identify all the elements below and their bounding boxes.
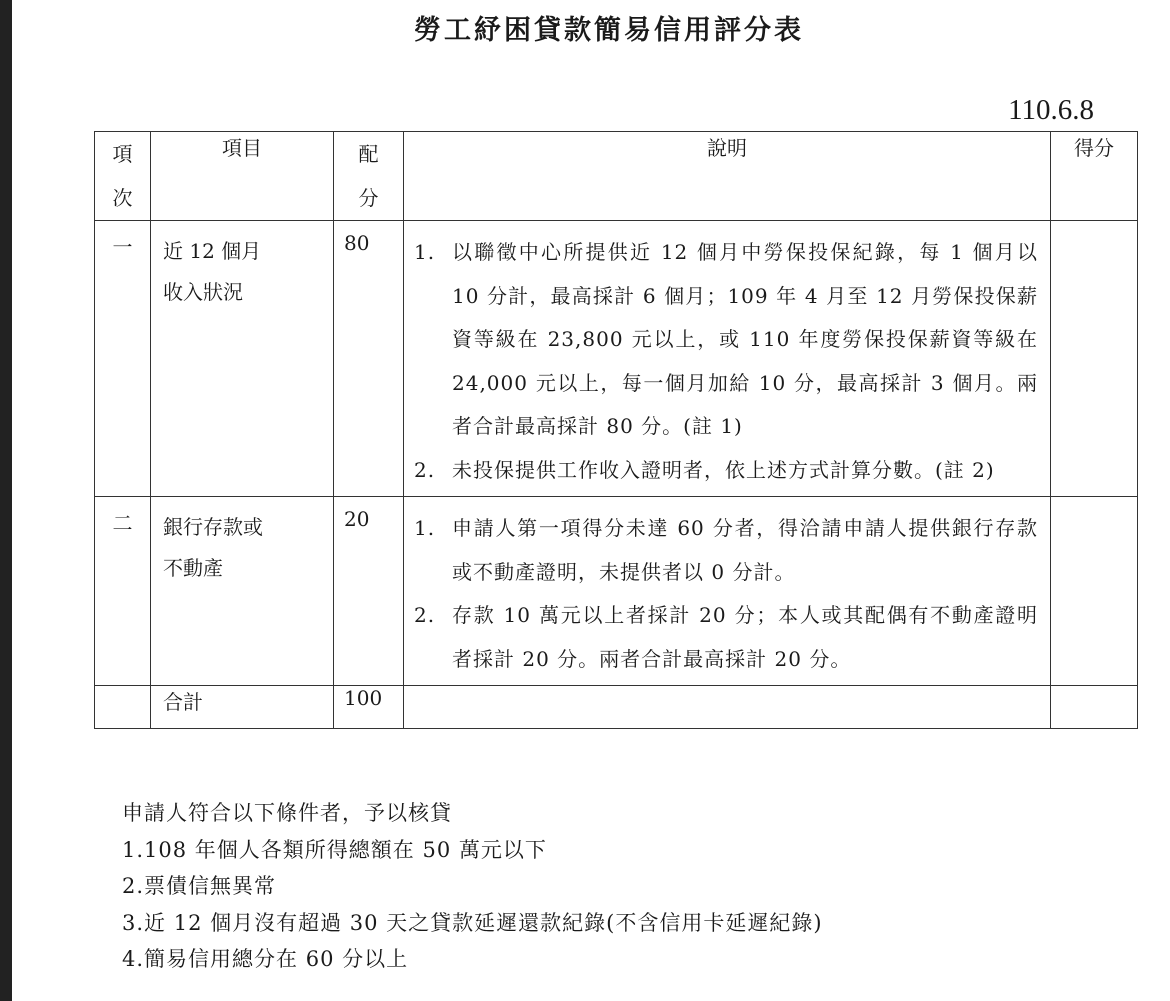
row-score: 80 [334,221,404,497]
total-desc-cell [404,686,1051,729]
document-title: 勞工紓困貸款簡易信用評分表 [414,15,804,46]
conditions-notes [122,795,823,978]
header-row [95,132,1138,221]
total-result-cell [1051,686,1138,729]
header-score: 配分 [334,132,404,221]
list-item: 1. 申請人第一項得分未達 60 分者，得洽請申請人提供銀行存款或不動產證明，未提供者以 0 分計。 [414,516,1038,584]
left-edge-strip [0,0,12,1001]
total-label: 合計 [151,686,334,729]
table-row [95,497,1138,686]
note-item: 4.簡易信用總分在 60 分以上 [122,947,409,971]
row-description [404,497,1051,686]
document-date: 110.6.8 [1008,94,1094,126]
row-result-cell [1051,497,1138,686]
row-score: 20 [334,497,404,686]
total-row [95,686,1138,729]
header-result: 得分 [1051,132,1138,221]
table-row [95,221,1138,497]
notes-intro: 申請人符合以下條件者，予以核貸 [122,801,452,825]
row-no: 二 [95,497,151,686]
list-item: 2. 未投保提供工作收入證明者，依上述方式計算分數。(註 2) [414,457,995,482]
header-desc: 說明 [404,132,1051,221]
row-result-cell [1051,221,1138,497]
note-item: 1.108 年個人各類所得總額在 50 萬元以下 [122,837,547,862]
row-description [404,221,1051,497]
list-item: 1. 以聯徵中心所提供近 12 個月中勞保投保紀錄，每 1 個月以 10 分計，最高採計 6 個月；109 年 4 月至 12 月勞保投保薪資等級在 23,800 元以上，或 110 年度勞保投保薪資等級在 24,000 元以上，每一個月加給 10 分，最高採計 3 個月。兩者合計最高採計 80 分。(註 1) [414,240,1038,438]
note-item: 3.近 12 個月沒有超過 30 天之貸款延遲還款紀錄(不含信用卡延遲紀錄) [122,910,823,935]
row-item: 銀行存款或 不動產 [151,497,334,686]
header-no: 項次 [95,132,151,221]
score-table [94,131,1138,729]
row-no: 一 [95,221,151,497]
header-item: 項目 [151,132,334,221]
total-score: 100 [334,686,404,729]
row-item: 近 12 個月 收入狀況 [151,221,334,497]
list-item: 2. 存款 10 萬元以上者採計 20 分；本人或其配偶有不動產證明者採計 20 分。兩者合計最高採計 20 分。 [414,603,1038,671]
note-item: 2.票債信無異常 [122,874,277,898]
total-no-cell [95,686,151,729]
